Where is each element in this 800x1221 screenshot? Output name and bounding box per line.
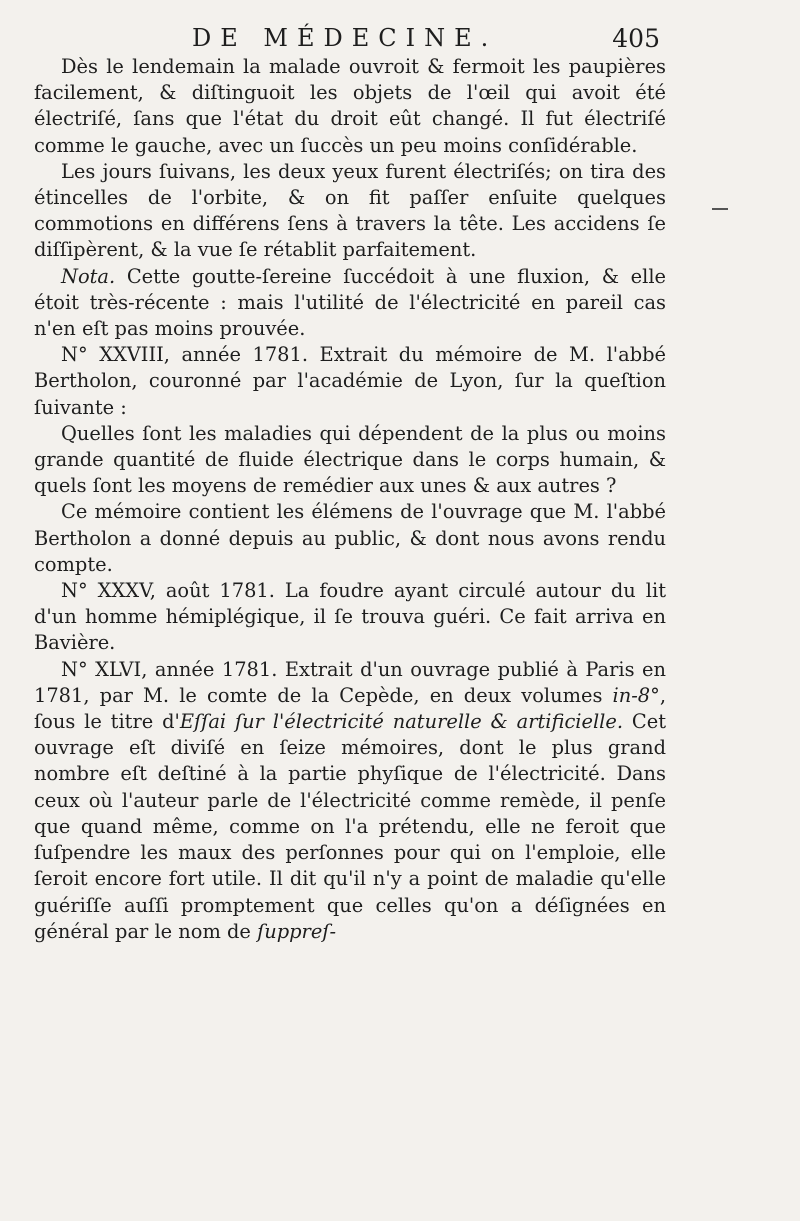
paragraph-text: Cet ouvrage eſt diviſé en ſeize mémoires, dont le plus grand nombre eſt deſtiné à la partie phyſique de l'électricité. Dans ceux où l'auteur parle de l'électricité comme remède, il penſe que quand même, comme on l'a prétendu, elle ne feroit que ſuſpendre les maux des perſonnes pour qui on l'emploie, elle ſeroit encore fort utile. Il dit qu'il n'y a point de maladie qu'elle guériſſe auſſi promptement que celles qu'on a déſignées en général par le nom de bbox=[34, 710, 666, 943]
paragraph bbox=[34, 657, 666, 945]
paragraph-nota bbox=[34, 264, 666, 343]
paragraph-text: , ſous le titre d' bbox=[34, 683, 666, 734]
italic-book-title: Eſſai ſur l'électricité naturelle & artificielle. bbox=[179, 710, 624, 734]
paragraph bbox=[34, 342, 666, 421]
paragraph bbox=[34, 421, 666, 500]
page-number: 405 bbox=[612, 24, 660, 53]
paragraph-text: N° XXVIII, année 1781. Extrait du mémoire de M. l'abbé Bertholon, couronné par l'académie de Lyon, ſur la queſtion ſuivante : bbox=[34, 343, 666, 419]
paragraph-text: Les jours ſuivans, les deux yeux furent électriſés; on tira des étincelles de l'orbite, & on fit paſſer enſuite quelques commotions en différens ſens à travers la tête. Les accidens ſe diſſipèrent, & la vue ſe rétablit parfaitement. bbox=[34, 159, 666, 262]
body-text bbox=[34, 54, 666, 945]
paragraph-text: Dès le lendemain la malade ouvroit & fermoit les paupières facilement, & diſtinguoit les objets de l'œil qui avoit été électriſé, ſans que l'état du droit eût changé. Il fut électriſé comme le gauche, avec un ſuccès un peu moins conſidérable. bbox=[34, 55, 666, 157]
paragraph-text: N° XXXV, août 1781. La foudre ayant circulé autour du lit d'un homme hémiplégique, il ſe trouva guéri. Ce fait arriva en Bavière. bbox=[34, 579, 666, 655]
paragraph-text: Quelles ſont les maladies qui dépendent de la plus ou moins grande quantité de fluide électrique dans le corps humain, & quels ſont les moyens de remédier aux unes & aux autres ? bbox=[34, 421, 666, 498]
paragraph-text: Ce mémoire contient les élémens de l'ouvrage que M. l'abbé Bertholon a donné depuis au public, & dont nous avons rendu compte. bbox=[34, 500, 666, 576]
italic-format: in-8° bbox=[612, 683, 660, 707]
paragraph-text: Cette goutte-ſereine ſuccédoit à une fluxion, & elle étoit très-récente : mais l'utilité de l'électricité en pareil cas n'en eſt pas moins prouvée. bbox=[34, 264, 666, 341]
paragraph bbox=[34, 159, 666, 264]
paragraph bbox=[34, 499, 666, 578]
paragraph bbox=[34, 578, 666, 657]
italic-catchword: ſuppreſ- bbox=[257, 919, 337, 943]
nota-label: Nota. bbox=[61, 264, 116, 288]
paragraph bbox=[34, 54, 666, 159]
margin-mark bbox=[712, 208, 728, 210]
running-head: DE MÉDECINE. bbox=[192, 24, 498, 52]
paragraph-text: N° XLVI, année 1781. Extrait d'un ouvrage publié à Paris en 1781, par M. le comte de la Cepède, en deux volumes bbox=[34, 657, 666, 707]
